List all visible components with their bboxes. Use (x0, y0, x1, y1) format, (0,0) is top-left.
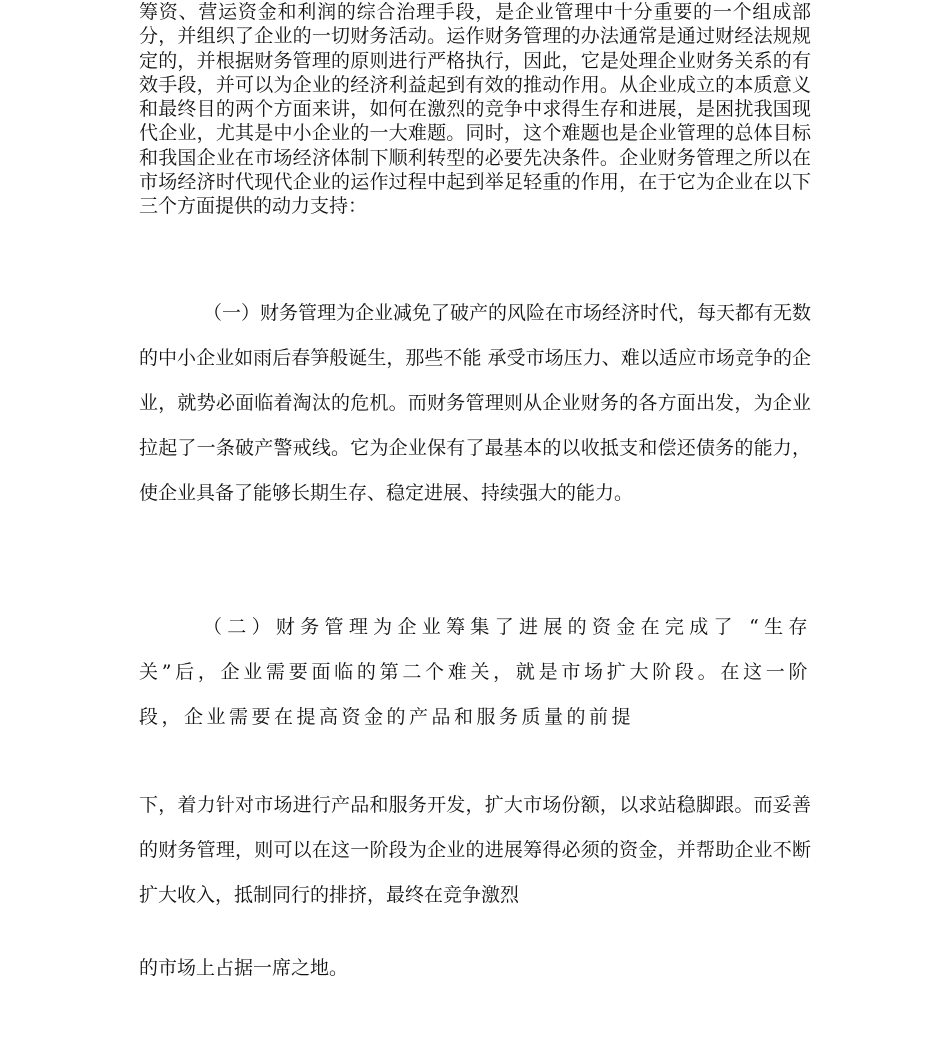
paragraph-section-two-ending: 的市场上占据一席之地。 (139, 957, 349, 979)
paragraph-section-two-continued: 下，着力针对市场进行产品和服务开发，扩大市场份额，以求站稳脚跟。而妥善的财务管理，则可以在这一阶段为企业的进展筹得必须的资金，并帮助企业不断扩大收入，抵制同行的排挤，最终在竞争激烈 (139, 794, 811, 906)
paragraph-intro: 筹资、营运资金和利润的综合治理手段，是企业管理中十分重要的一个组成部分，并组织了企业的一切财务活动。运作财务管理的办法通常是通过财经法规规定的，并根据财务管理的原则进行严格执行，因此，它是处理企业财务关系的有 效手段，并可以为企业的经济利益起到有效的推动作用。从企业成立的本质意义和最终目的两个方面来讲，如何在激烈的竞争中求得生存和进展，是困扰我国现代企业，尤其是中小企业的一大难题。同时，这个难题也是企业管理的总体目标和我国企业在市场经济体制下顺利转型的必要先决条件。企业财务管理之所以在市场经济时代现代企业的运作过程中起到举足轻重的作用，在于它为企业在以下三个方面提供的动力支持： (139, 1, 811, 218)
paragraph-section-one: （一）财务管理为企业减免了破产的风险在市场经济时代，每天都有无数的中小企业如雨后春笋般诞生，那些不能 承受市场压力、难以适应市场竞争的企业，就势必面临着淘汰的危机。而财务管理则从企业财务的各方面出发，为企业拉起了一条破产警戒线。它为企业保有了最基本的以收抵支和偿还债务的能力，使企业具备了能够长期生存、稳定进展、持续强大的能力。 (139, 302, 812, 504)
paragraph-section-two: （二）财务管理为企业筹集了进展的资金在完成了 “生存关”后，企业需要面临的第二个难关，就是市场扩大阶段。在这一阶段，企业需要在提高资金的产品和服务质量的前提 (139, 616, 811, 728)
